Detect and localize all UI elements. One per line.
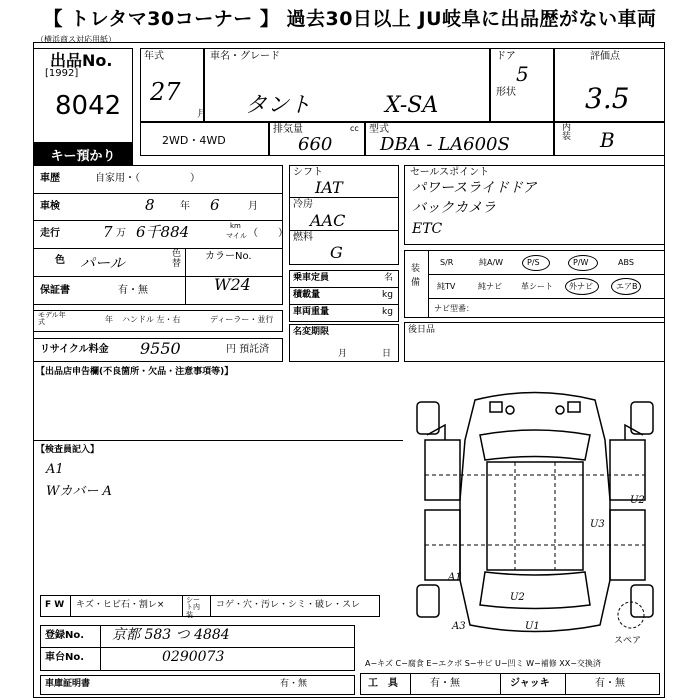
- mile-unit: マイル: [226, 232, 247, 240]
- km-unit: km: [230, 222, 241, 230]
- capacity-unit: 名: [384, 273, 394, 283]
- jack-value: 有・無: [595, 678, 625, 689]
- ps-circle-mark: [522, 255, 550, 271]
- drive-label: 2WD・4WD: [162, 134, 226, 147]
- damage-legend: A−キズ C−腐食 E−エクボ S−サビ U−凹ミ W−補修 XX−交換済: [365, 659, 601, 668]
- mileage-label: 走行: [40, 228, 60, 239]
- score-value: 3.5: [585, 82, 630, 115]
- model-value: DBA - LA600S: [380, 134, 510, 155]
- airbag-circle-mark: [611, 278, 641, 295]
- sales-point-1: パワースライドドア: [412, 180, 537, 196]
- door-label: ドア: [496, 51, 516, 62]
- meigi-day: 日: [382, 349, 392, 359]
- interior-label: 内装: [562, 123, 572, 142]
- color-change-label: 色替: [172, 249, 182, 269]
- color-value: パール: [80, 254, 125, 272]
- weight-unit: kg: [382, 307, 393, 317]
- chassis-label: 車台No.: [45, 652, 85, 663]
- year-value: 27: [150, 78, 181, 106]
- meigi-label: 名変期限: [293, 327, 330, 337]
- dealer-label: ディーラー・並行: [210, 315, 274, 324]
- ac-label: 冷房: [293, 199, 313, 210]
- cert-label: 車庫証明書: [45, 679, 91, 689]
- shareki-value: 自家用・（ ）: [95, 173, 200, 184]
- name-label: 車名・グレード: [210, 51, 280, 62]
- key-badge: キー預かり: [33, 143, 133, 165]
- recycle-unit: 円 預託済: [226, 344, 270, 355]
- equipment-label: 装備: [411, 264, 421, 289]
- ext-navi-circle-mark: [565, 278, 599, 295]
- year-month-unit: 月: [197, 109, 207, 120]
- inspector-line-2: Wカバー A: [46, 484, 112, 499]
- displacement-unit: cc: [350, 124, 359, 133]
- color-no-label: カラーNo.: [205, 251, 252, 262]
- shareki-label: 車歴: [40, 173, 60, 184]
- reg-value: 京都 583 つ 4884: [112, 627, 230, 643]
- model-year-unit: 年: [105, 315, 113, 324]
- shift-label: シフト: [293, 167, 323, 178]
- color-label: 色: [55, 255, 65, 266]
- shape-label: 形状: [496, 87, 516, 98]
- ac-value: AAC: [310, 211, 346, 230]
- equip-ext-navi: 外ナビ: [569, 282, 593, 291]
- equip-ps: P/S: [527, 258, 540, 267]
- equip-pw: P/W: [573, 258, 589, 267]
- shift-value: IAT: [315, 178, 343, 197]
- inspector-label: 【検査員記入】: [36, 445, 100, 455]
- model-year-label: モデル年式: [38, 311, 66, 326]
- sales-point-3: ETC: [412, 221, 443, 237]
- mark-a1: A1: [448, 572, 462, 583]
- shaken-month-unit: 月: [248, 201, 258, 212]
- load-label: 積載量: [293, 290, 321, 300]
- navi-model-label: ナビ型番：: [434, 304, 474, 313]
- inspector-line-1: A1: [46, 462, 64, 477]
- equip-tv: 純TV: [437, 282, 456, 291]
- man-unit: 万: [116, 228, 126, 239]
- spare-tire-icon: [616, 600, 646, 630]
- fuel-value: G: [330, 243, 343, 262]
- tools-label: 工 具: [368, 678, 398, 689]
- pw-circle-mark: [568, 255, 598, 271]
- handle-label: ハンドル 左・右: [122, 315, 181, 324]
- equip-aw: 純A/W: [479, 258, 504, 267]
- spare-label: スペア: [614, 636, 642, 646]
- kojitsu-label: 後日品: [408, 325, 436, 335]
- sales-point-2: バックカメラ: [412, 200, 496, 216]
- model-label: 型式: [369, 124, 389, 135]
- mark-u1: U1: [525, 621, 540, 632]
- displacement-value: 660: [298, 134, 333, 155]
- kojitsu-block: [404, 322, 665, 362]
- shaken-label: 車検: [40, 201, 60, 212]
- fw-items: キズ・ヒビ石・割レ×: [76, 600, 165, 610]
- mark-u2-rear: U2: [510, 592, 525, 603]
- mark-u2-right: U2: [630, 495, 645, 506]
- interior-value: B: [600, 128, 615, 152]
- warranty-label: 保証書: [40, 285, 70, 296]
- chassis-value: 0290073: [162, 649, 225, 665]
- fuel-label: 燃料: [293, 232, 313, 243]
- load-unit: kg: [382, 290, 393, 300]
- equip-abs: ABS: [618, 258, 634, 267]
- equip-navi: 純ナビ: [478, 282, 502, 291]
- report-label: 【出品店申告欄(不良箇所・欠品・注意事項等)】: [36, 367, 234, 377]
- score-label: 評価点: [590, 51, 620, 62]
- sales-point-label: セールスポイント: [410, 167, 490, 178]
- shaken-year-unit: 年: [180, 201, 190, 212]
- car-grade: X-SA: [385, 93, 439, 118]
- year-label: 年式: [144, 51, 164, 62]
- mileage-rest: 6千884: [136, 223, 190, 241]
- car-name: タント: [245, 93, 312, 118]
- capacity-label: 乗車定員: [293, 273, 330, 283]
- shaken-month: 6: [210, 196, 220, 214]
- jack-label: ジャッキ: [510, 678, 550, 689]
- corner-banner: 【 トレタマ30コーナー 】 過去30日以上 JU岐阜に出品歴がない車両: [43, 7, 657, 30]
- lot-number: 8042: [55, 91, 122, 121]
- mark-a3: A3: [452, 621, 466, 632]
- door-value: 5: [516, 62, 529, 86]
- weight-label: 車両重量: [293, 307, 330, 317]
- cert-value: 有・無: [280, 679, 308, 689]
- color-no-value: W24: [214, 275, 251, 294]
- fw-label: F W: [45, 600, 65, 610]
- tools-value: 有・無: [430, 678, 460, 689]
- mark-u3: U3: [590, 519, 605, 530]
- sub-header: （横浜商ス対応用紙）: [36, 35, 116, 44]
- recycle-label: リサイクル料金: [40, 344, 109, 355]
- mileage-man: 7: [103, 223, 113, 241]
- equip-airbag: エアB: [616, 282, 638, 291]
- meigi-month: 月: [338, 349, 348, 359]
- warranty-value: 有・無: [118, 285, 148, 296]
- equip-leather: 革シート: [521, 282, 553, 291]
- mileage-paren: （ ）: [248, 228, 288, 239]
- reg-label: 登録No.: [45, 630, 85, 641]
- lot-code: [1992]: [45, 68, 79, 79]
- lot-label: 出品No.: [50, 51, 113, 70]
- shaken-year: 8: [145, 196, 155, 214]
- displacement-label: 排気量: [273, 124, 303, 135]
- seat-items: コゲ・穴・汚レ・シミ・破レ・スレ: [216, 600, 361, 610]
- recycle-value: 9550: [140, 339, 181, 358]
- equip-sr: S/R: [440, 258, 454, 267]
- seat-label: シート内装: [186, 596, 200, 619]
